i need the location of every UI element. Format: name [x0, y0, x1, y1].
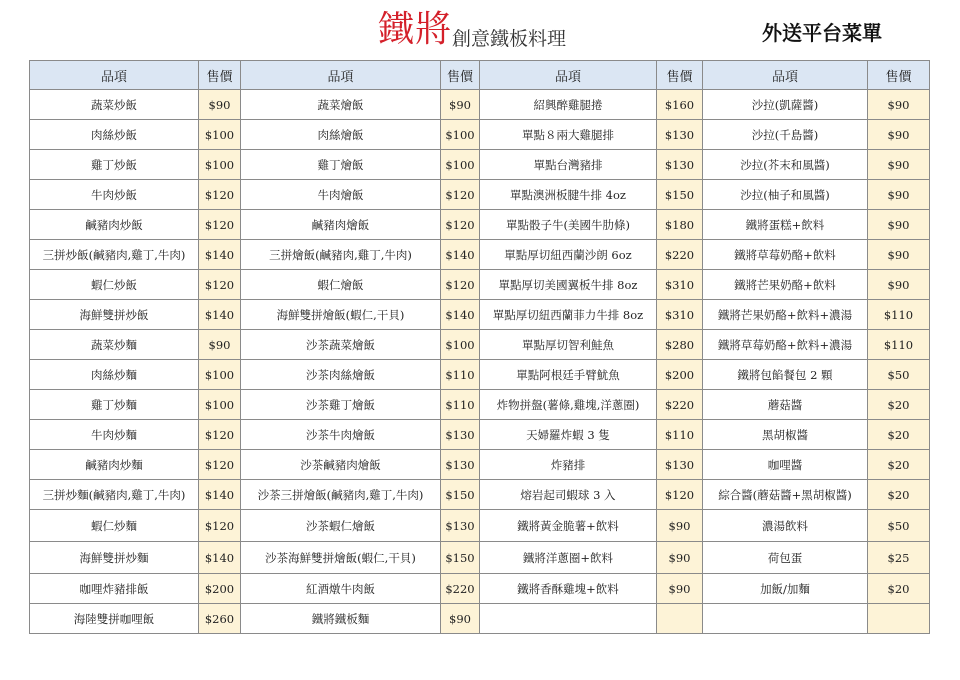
menu-item-price: $120 — [199, 510, 241, 542]
price-column-header: 售價 — [199, 61, 241, 90]
menu-item-name: 肉絲炒飯 — [30, 120, 199, 150]
menu-item-price: $220 — [657, 390, 703, 420]
menu-item-name: 牛肉炒飯 — [30, 180, 199, 210]
menu-item-name: 鐵將鐵板麵 — [241, 604, 441, 634]
menu-item-name: 沙茶牛肉燴飯 — [241, 420, 441, 450]
price-column-header: 售價 — [868, 61, 930, 90]
menu-item-name: 沙茶肉絲燴飯 — [241, 360, 441, 390]
menu-item-price: $130 — [657, 120, 703, 150]
menu-item-price: $200 — [657, 360, 703, 390]
menu-table — [29, 60, 930, 634]
menu-item-price: $110 — [868, 300, 930, 330]
menu-item-price: $150 — [441, 480, 480, 510]
menu-item-name: 鐵將草莓奶酪+飲料 — [703, 240, 868, 270]
menu-item-price: $110 — [868, 330, 930, 360]
menu-item-price: $90 — [657, 574, 703, 604]
menu-item-price: $90 — [199, 330, 241, 360]
menu-item-name: 蔬菜炒麵 — [30, 330, 199, 360]
menu-item-price: $120 — [199, 270, 241, 300]
menu-item-price: $130 — [657, 450, 703, 480]
menu-item-name: 沙拉(凱薩醬) — [703, 90, 868, 120]
menu-item-name: 單點８兩大雞腿排 — [480, 120, 657, 150]
menu-item-price: $130 — [657, 150, 703, 180]
menu-item-name: 沙茶蔬菜燴飯 — [241, 330, 441, 360]
menu-item-price: $180 — [657, 210, 703, 240]
menu-item-price: $140 — [199, 542, 241, 574]
menu-item-price: $100 — [199, 150, 241, 180]
menu-item-name: 三拼炒飯(鹹豬肉,雞丁,牛肉) — [30, 240, 199, 270]
menu-item-name: 沙拉(柚子和風醬) — [703, 180, 868, 210]
menu-item-price: $100 — [441, 120, 480, 150]
price-column-header: 售價 — [657, 61, 703, 90]
menu-body — [30, 90, 930, 634]
menu-item-name: 牛肉燴飯 — [241, 180, 441, 210]
table-row — [30, 360, 930, 390]
menu-item-name: 熔岩起司蝦球 3 入 — [480, 480, 657, 510]
menu-item-name — [480, 604, 657, 634]
menu-item-price: $150 — [441, 542, 480, 574]
menu-item-price: $90 — [868, 180, 930, 210]
menu-item-name: 天婦羅炸蝦 3 隻 — [480, 420, 657, 450]
menu-header-row — [30, 61, 930, 90]
table-row — [30, 330, 930, 360]
item-column-header: 品項 — [241, 61, 441, 90]
menu-item-name: 蔬菜炒飯 — [30, 90, 199, 120]
menu-item-name: 鹹豬肉炒飯 — [30, 210, 199, 240]
table-row — [30, 604, 930, 634]
menu-item-price: $310 — [657, 270, 703, 300]
menu-item-price: $90 — [868, 240, 930, 270]
menu-item-name: 炸物拼盤(薯條,雞塊,洋蔥圈) — [480, 390, 657, 420]
menu-item-name: 鐵將草莓奶酪+飲料+濃湯 — [703, 330, 868, 360]
menu-item-name: 沙茶鹹豬肉燴飯 — [241, 450, 441, 480]
menu-item-name: 單點厚切紐西蘭菲力牛排 8oz — [480, 300, 657, 330]
menu-item-name: 海鮮雙拼燴飯(蝦仁,干貝) — [241, 300, 441, 330]
menu-item-name: 咖哩炸豬排飯 — [30, 574, 199, 604]
item-column-header: 品項 — [30, 61, 199, 90]
menu-item-name: 濃湯飲料 — [703, 510, 868, 542]
menu-item-name: 鐵將洋蔥圈+飲料 — [480, 542, 657, 574]
menu-item-name: 黑胡椒醬 — [703, 420, 868, 450]
menu-item-price: $90 — [657, 510, 703, 542]
menu-item-price: $220 — [441, 574, 480, 604]
menu-item-name: 蝦仁炒麵 — [30, 510, 199, 542]
menu-item-price: $140 — [199, 300, 241, 330]
item-column-header: 品項 — [703, 61, 868, 90]
menu-item-price: $120 — [199, 420, 241, 450]
menu-item-name: 紹興醉雞腿捲 — [480, 90, 657, 120]
menu-item-name: 鐵將包餡餐包 2 顆 — [703, 360, 868, 390]
menu-item-price: $200 — [199, 574, 241, 604]
menu-item-name: 綜合醬(蘑菇醬+黑胡椒醬) — [703, 480, 868, 510]
menu-item-name: 單點厚切美國翼板牛排 8oz — [480, 270, 657, 300]
menu-item-name: 蔬菜燴飯 — [241, 90, 441, 120]
menu-item-name: 單點骰子牛(美國牛肋條) — [480, 210, 657, 240]
menu-item-price: $90 — [868, 210, 930, 240]
menu-item-name — [703, 604, 868, 634]
menu-item-name: 單點厚切紐西蘭沙朗 6oz — [480, 240, 657, 270]
menu-item-price: $90 — [868, 120, 930, 150]
menu-item-price: $100 — [199, 360, 241, 390]
menu-item-name: 鹹豬肉燴飯 — [241, 210, 441, 240]
menu-item-price: $20 — [868, 420, 930, 450]
menu-item-name: 蝦仁炒飯 — [30, 270, 199, 300]
menu-item-name: 三拼燴飯(鹹豬肉,雞丁,牛肉) — [241, 240, 441, 270]
menu-item-name: 鐵將黃金脆薯+飲料 — [480, 510, 657, 542]
menu-item-name: 沙拉(千島醬) — [703, 120, 868, 150]
menu-item-price: $120 — [657, 480, 703, 510]
table-row — [30, 420, 930, 450]
menu-item-name: 三拼炒麵(鹹豬肉,雞丁,牛肉) — [30, 480, 199, 510]
menu-item-price: $260 — [199, 604, 241, 634]
menu-item-price: $100 — [199, 120, 241, 150]
menu-item-price: $120 — [441, 270, 480, 300]
restaurant-subtitle: 創意鐵板料理 — [452, 28, 567, 50]
menu-item-name: 單點台灣豬排 — [480, 150, 657, 180]
menu-item-name: 肉絲炒麵 — [30, 360, 199, 390]
menu-item-name: 鐵將芒果奶酪+飲料 — [703, 270, 868, 300]
menu-item-name: 沙拉(芥末和風醬) — [703, 150, 868, 180]
menu-item-price: $120 — [199, 180, 241, 210]
menu-item-name: 海鮮雙拼炒麵 — [30, 542, 199, 574]
menu-item-price: $130 — [441, 420, 480, 450]
menu-item-price — [868, 604, 930, 634]
table-row — [30, 480, 930, 510]
table-row — [30, 180, 930, 210]
menu-item-name: 蘑菇醬 — [703, 390, 868, 420]
menu-item-price: $20 — [868, 390, 930, 420]
menu-item-price: $140 — [199, 480, 241, 510]
menu-item-price: $110 — [657, 420, 703, 450]
menu-item-name: 荷包蛋 — [703, 542, 868, 574]
menu-item-price: $20 — [868, 574, 930, 604]
menu-item-name: 沙茶海鮮雙拼燴飯(蝦仁,干貝) — [241, 542, 441, 574]
menu-item-name: 加飯/加麵 — [703, 574, 868, 604]
menu-item-price: $140 — [441, 240, 480, 270]
menu-item-name: 咖哩醬 — [703, 450, 868, 480]
menu-item-price: $20 — [868, 480, 930, 510]
menu-item-price: $100 — [199, 390, 241, 420]
menu-item-price: $150 — [657, 180, 703, 210]
menu-item-price: $130 — [441, 450, 480, 480]
menu-item-price: $90 — [868, 150, 930, 180]
menu-item-name: 沙茶雞丁燴飯 — [241, 390, 441, 420]
delivery-platform-title: 外送平台菜單 — [762, 21, 882, 45]
menu-item-price: $280 — [657, 330, 703, 360]
menu-item-price: $50 — [868, 510, 930, 542]
menu-item-name: 雞丁燴飯 — [241, 150, 441, 180]
table-row — [30, 510, 930, 542]
menu-item-price: $90 — [441, 90, 480, 120]
menu-item-name: 單點阿根廷手臂魷魚 — [480, 360, 657, 390]
menu-item-name: 牛肉炒麵 — [30, 420, 199, 450]
menu-item-price: $130 — [441, 510, 480, 542]
menu-item-name: 單點澳洲板腱牛排 4oz — [480, 180, 657, 210]
menu-item-price: $110 — [441, 360, 480, 390]
brand-logo-text: 鐵將 — [378, 9, 453, 50]
menu-item-name: 鐵將香酥雞塊+飲料 — [480, 574, 657, 604]
menu-item-name: 沙茶蝦仁燴飯 — [241, 510, 441, 542]
menu-item-name: 鐵將芒果奶酪+飲料+濃湯 — [703, 300, 868, 330]
menu-item-price: $20 — [868, 450, 930, 480]
menu-item-price: $110 — [441, 390, 480, 420]
menu-item-price: $120 — [199, 450, 241, 480]
menu-item-price: $90 — [657, 542, 703, 574]
menu-item-price: $90 — [868, 270, 930, 300]
table-row — [30, 240, 930, 270]
menu-item-price: $120 — [441, 180, 480, 210]
menu-item-price: $100 — [441, 150, 480, 180]
table-row — [30, 210, 930, 240]
menu-item-name: 海陸雙拼咖哩飯 — [30, 604, 199, 634]
menu-item-price: $90 — [199, 90, 241, 120]
menu-item-price: $90 — [868, 90, 930, 120]
menu-item-name: 沙茶三拼燴飯(鹹豬肉,雞丁,牛肉) — [241, 480, 441, 510]
menu-item-price: $25 — [868, 542, 930, 574]
menu-item-price: $120 — [441, 210, 480, 240]
menu-item-name: 單點厚切智利鮭魚 — [480, 330, 657, 360]
table-row — [30, 574, 930, 604]
menu-item-name: 鐵將蛋糕+飲料 — [703, 210, 868, 240]
page-header — [0, 0, 960, 58]
menu-item-price: $310 — [657, 300, 703, 330]
table-row — [30, 390, 930, 420]
menu-item-name: 鹹豬肉炒麵 — [30, 450, 199, 480]
item-column-header: 品項 — [480, 61, 657, 90]
menu-item-price: $140 — [199, 240, 241, 270]
menu-item-price: $50 — [868, 360, 930, 390]
price-column-header: 售價 — [441, 61, 480, 90]
menu-item-price: $90 — [441, 604, 480, 634]
menu-item-price: $160 — [657, 90, 703, 120]
menu-item-name: 雞丁炒飯 — [30, 150, 199, 180]
menu-item-price: $220 — [657, 240, 703, 270]
menu-item-price — [657, 604, 703, 634]
menu-item-name: 蝦仁燴飯 — [241, 270, 441, 300]
table-row — [30, 450, 930, 480]
table-row — [30, 90, 930, 120]
table-row — [30, 150, 930, 180]
table-row — [30, 120, 930, 150]
menu-item-name: 肉絲燴飯 — [241, 120, 441, 150]
menu-item-name: 紅酒燉牛肉飯 — [241, 574, 441, 604]
menu-item-name: 海鮮雙拼炒飯 — [30, 300, 199, 330]
table-row — [30, 300, 930, 330]
menu-item-price: $100 — [441, 330, 480, 360]
menu-item-name: 炸豬排 — [480, 450, 657, 480]
menu-item-price: $140 — [441, 300, 480, 330]
menu-item-name: 雞丁炒麵 — [30, 390, 199, 420]
table-row — [30, 270, 930, 300]
table-row — [30, 542, 930, 574]
menu-item-price: $120 — [199, 210, 241, 240]
